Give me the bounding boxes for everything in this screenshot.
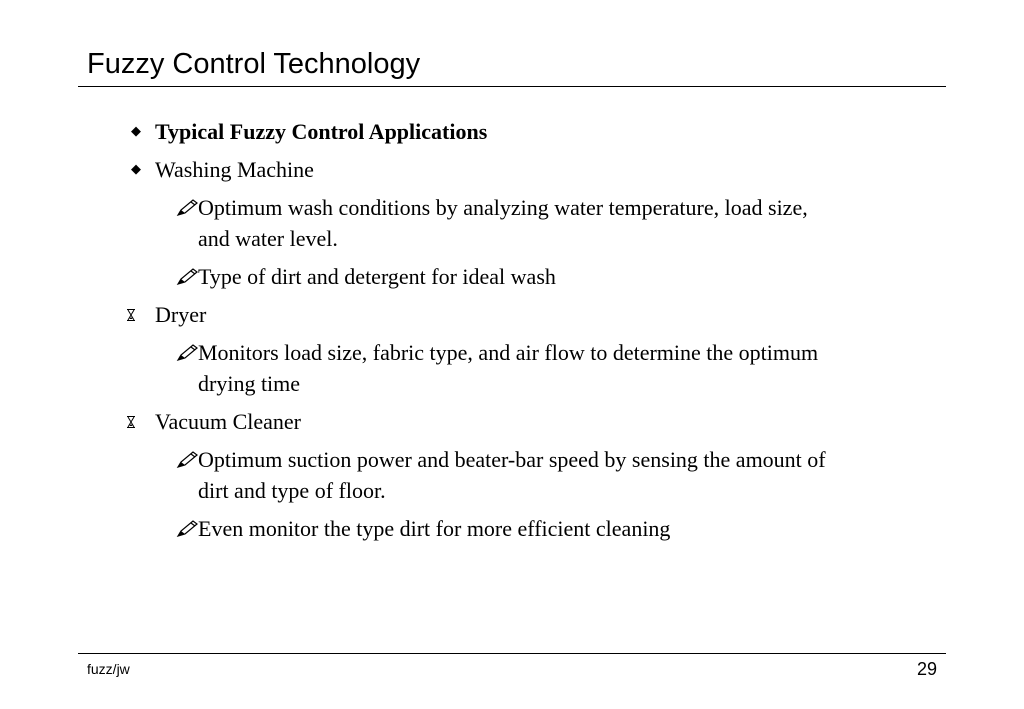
pencil-icon (176, 451, 198, 469)
sub-bullet-text: and water level. (198, 226, 338, 251)
pencil-icon (176, 268, 198, 286)
sub-bullet-text: dirt and type of floor. (198, 478, 386, 503)
bullet-text: Typical Fuzzy Control Applications (155, 119, 488, 144)
pencil-icon (176, 344, 198, 362)
sub-bullet-text: Optimum suction power and beater-bar speed by sensing the amount of (198, 447, 826, 472)
diamond-bullet-icon: ◆ (131, 162, 141, 177)
footer-divider (78, 653, 946, 654)
pencil-icon (176, 199, 198, 217)
sub-bullet-text: Monitors load size, fabric type, and air flow to determine the optimum (198, 340, 819, 365)
sub-bullet-text: drying time (198, 371, 301, 396)
slide-title: Fuzzy Control Technology (87, 48, 421, 80)
footer-label: fuzz/jw (87, 661, 130, 677)
hourglass-icon (127, 309, 135, 321)
bullet-text: Washing Machine (155, 157, 314, 182)
page-number: 29 (916, 659, 937, 679)
diamond-bullet-icon: ◆ (131, 124, 141, 139)
bullet-text: Vacuum Cleaner (155, 409, 301, 434)
hourglass-icon (127, 416, 135, 428)
pencil-icon (176, 520, 198, 538)
bullet-text: Dryer (155, 302, 207, 327)
sub-bullet-text: Type of dirt and detergent for ideal wash (198, 264, 556, 289)
sub-bullet-text: Even monitor the type dirt for more efficient cleaning (198, 516, 671, 541)
sub-bullet-text: Optimum wash conditions by analyzing water temperature, load size, (198, 195, 808, 220)
